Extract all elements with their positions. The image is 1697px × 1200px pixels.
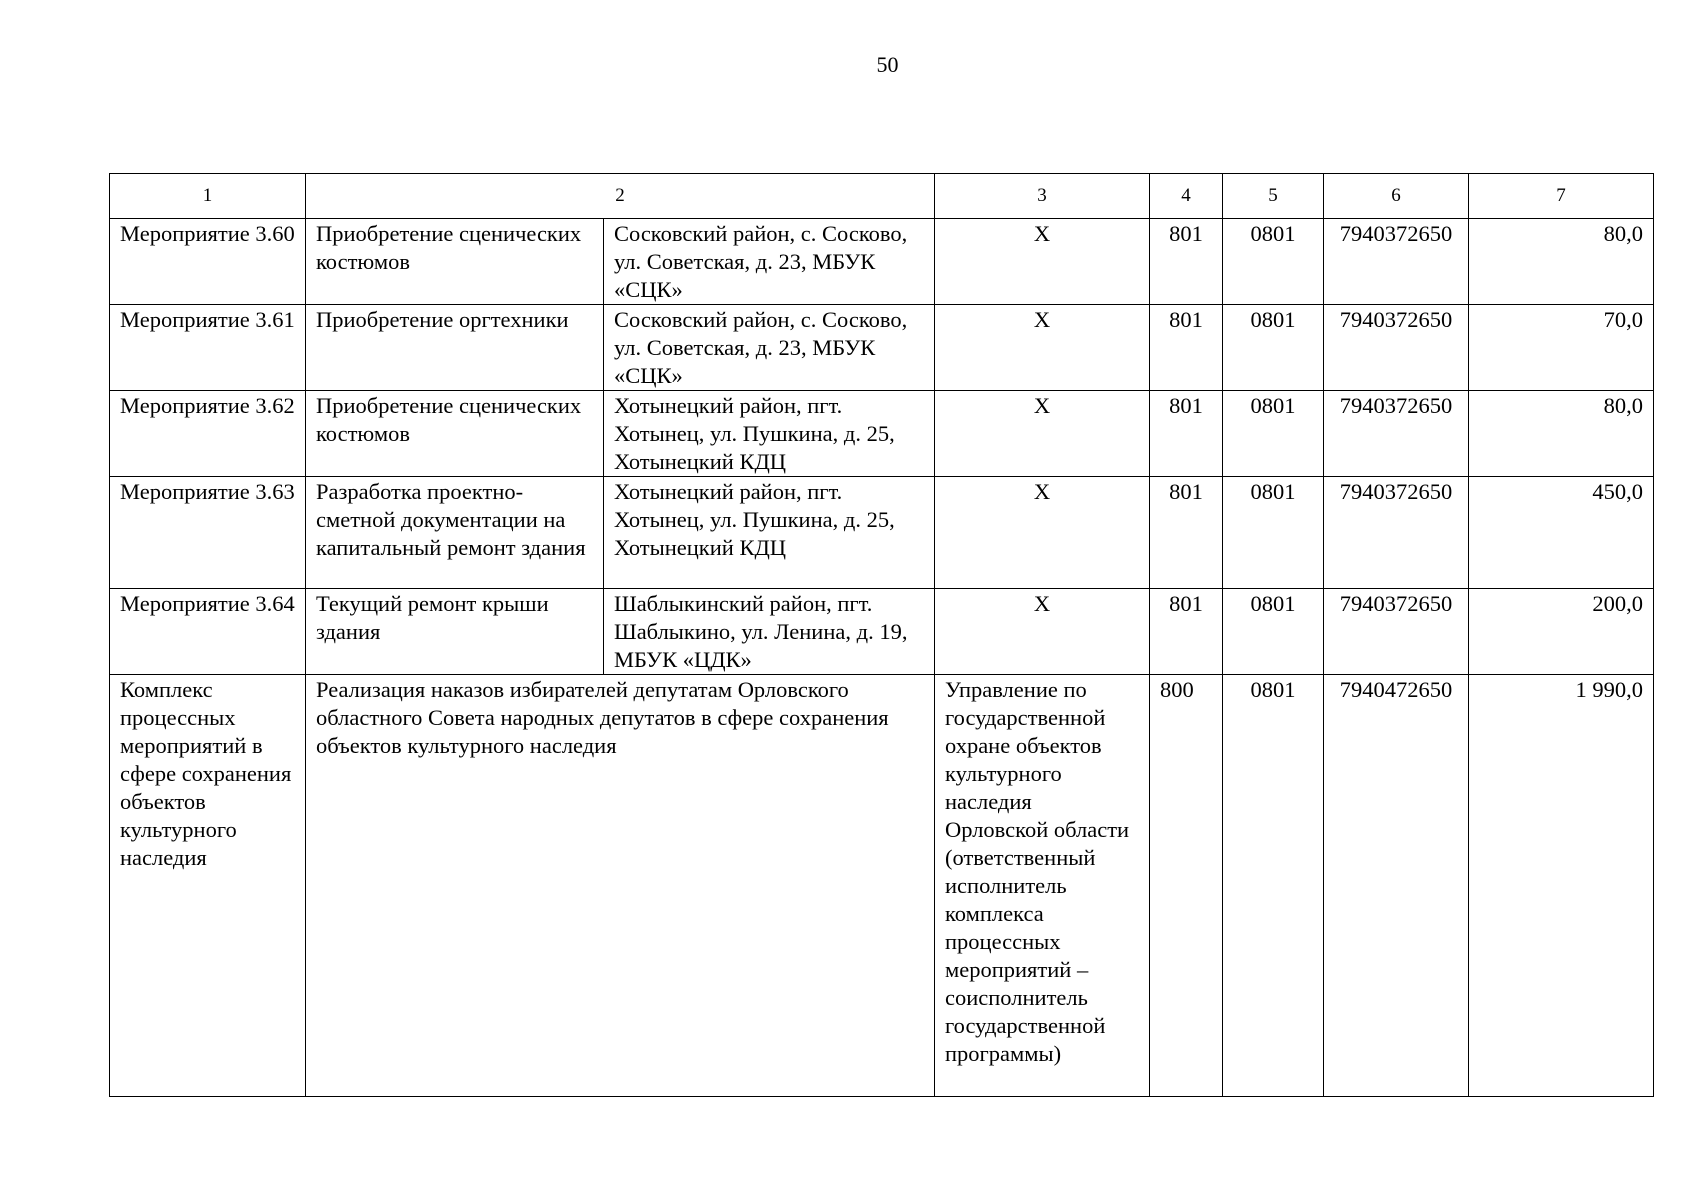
amount-cell: 70,0: [1469, 305, 1654, 391]
event-name-cell: Мероприятие 3.60: [110, 219, 306, 305]
complex-name-cell: Комплекс процессных мероприятий в сфере сохранения объектов культурного наследия: [110, 675, 306, 1097]
executor-cell: Х: [935, 219, 1150, 305]
header-cell-7: 7: [1469, 174, 1654, 219]
event-description-cell: Приобретение сценических костюмов: [306, 391, 604, 477]
table-header-row: [110, 174, 1654, 219]
event-name-cell: Мероприятие 3.64: [110, 589, 306, 675]
code-6-cell: 7940372650: [1324, 305, 1469, 391]
executor-cell: Х: [935, 589, 1150, 675]
amount-cell: 1 990,0: [1469, 675, 1654, 1097]
event-description-cell: Разработка проектно-сметной документации на капитальный ремонт здания: [306, 477, 604, 589]
header-cell-5: 5: [1223, 174, 1324, 219]
code-5-cell: 0801: [1223, 391, 1324, 477]
executor-cell: Х: [935, 391, 1150, 477]
code-5-cell: 0801: [1223, 589, 1324, 675]
amount-cell: 80,0: [1469, 219, 1654, 305]
table-row: [110, 391, 1654, 477]
code-5-cell: 0801: [1223, 477, 1324, 589]
code-4-cell: 800: [1150, 675, 1223, 1097]
header-cell-2: 2: [306, 174, 935, 219]
executor-cell: Х: [935, 305, 1150, 391]
event-name-cell: Мероприятие 3.61: [110, 305, 306, 391]
code-5-cell: 0801: [1223, 305, 1324, 391]
code-4-cell: 801: [1150, 391, 1223, 477]
complex-row: [110, 675, 1654, 1097]
event-address-cell: Хотынецкий район, пгт. Хотынец, ул. Пушкина, д. 25, Хотынецкий КДЦ: [604, 477, 935, 589]
amount-cell: 80,0: [1469, 391, 1654, 477]
budget-table: [109, 173, 1654, 1097]
header-cell-4: 4: [1150, 174, 1223, 219]
event-address-cell: Сосковский район, с. Сосково, ул. Советская, д. 23, МБУК «СЦК»: [604, 219, 935, 305]
executor-cell: Х: [935, 477, 1150, 589]
event-address-cell: Сосковский район, с. Сосково, ул. Советская, д. 23, МБУК «СЦК»: [604, 305, 935, 391]
event-address-cell: Хотынецкий район, пгт. Хотынец, ул. Пушкина, д. 25, Хотынецкий КДЦ: [604, 391, 935, 477]
event-name-cell: Мероприятие 3.63: [110, 477, 306, 589]
table-row: [110, 305, 1654, 391]
code-4-cell: 801: [1150, 589, 1223, 675]
code-6-cell: 7940372650: [1324, 477, 1469, 589]
code-6-cell: 7940372650: [1324, 589, 1469, 675]
header-cell-3: 3: [935, 174, 1150, 219]
amount-cell: 200,0: [1469, 589, 1654, 675]
complex-description-cell: Реализация наказов избирателей депутатам Орловского областного Совета народных депутатов в сфере сохранения объектов культурного наследия: [306, 675, 935, 1097]
event-description-cell: Приобретение сценических костюмов: [306, 219, 604, 305]
header-cell-1: 1: [110, 174, 306, 219]
table-row: [110, 477, 1654, 589]
complex-executor-cell: Управление по государственной охране объектов культурного наследия Орловской области (ответственный исполнитель комплекса процессных мероприятий – соисполнитель государственной программы): [935, 675, 1150, 1097]
event-description-cell: Текущий ремонт крыши здания: [306, 589, 604, 675]
event-name-cell: Мероприятие 3.62: [110, 391, 306, 477]
table-row: [110, 219, 1654, 305]
event-description-cell: Приобретение оргтехники: [306, 305, 604, 391]
code-4-cell: 801: [1150, 219, 1223, 305]
header-cell-6: 6: [1324, 174, 1469, 219]
event-address-cell: Шаблыкинский район, пгт. Шаблыкино, ул. Ленина, д. 19, МБУК «ЦДК»: [604, 589, 935, 675]
code-6-cell: 7940372650: [1324, 391, 1469, 477]
code-6-cell: 7940472650: [1324, 675, 1469, 1097]
code-4-cell: 801: [1150, 477, 1223, 589]
code-5-cell: 0801: [1223, 675, 1324, 1097]
code-5-cell: 0801: [1223, 219, 1324, 305]
code-6-cell: 7940372650: [1324, 219, 1469, 305]
table-row: [110, 589, 1654, 675]
page-number: 50: [876, 52, 899, 77]
code-4-cell: 801: [1150, 305, 1223, 391]
amount-cell: 450,0: [1469, 477, 1654, 589]
